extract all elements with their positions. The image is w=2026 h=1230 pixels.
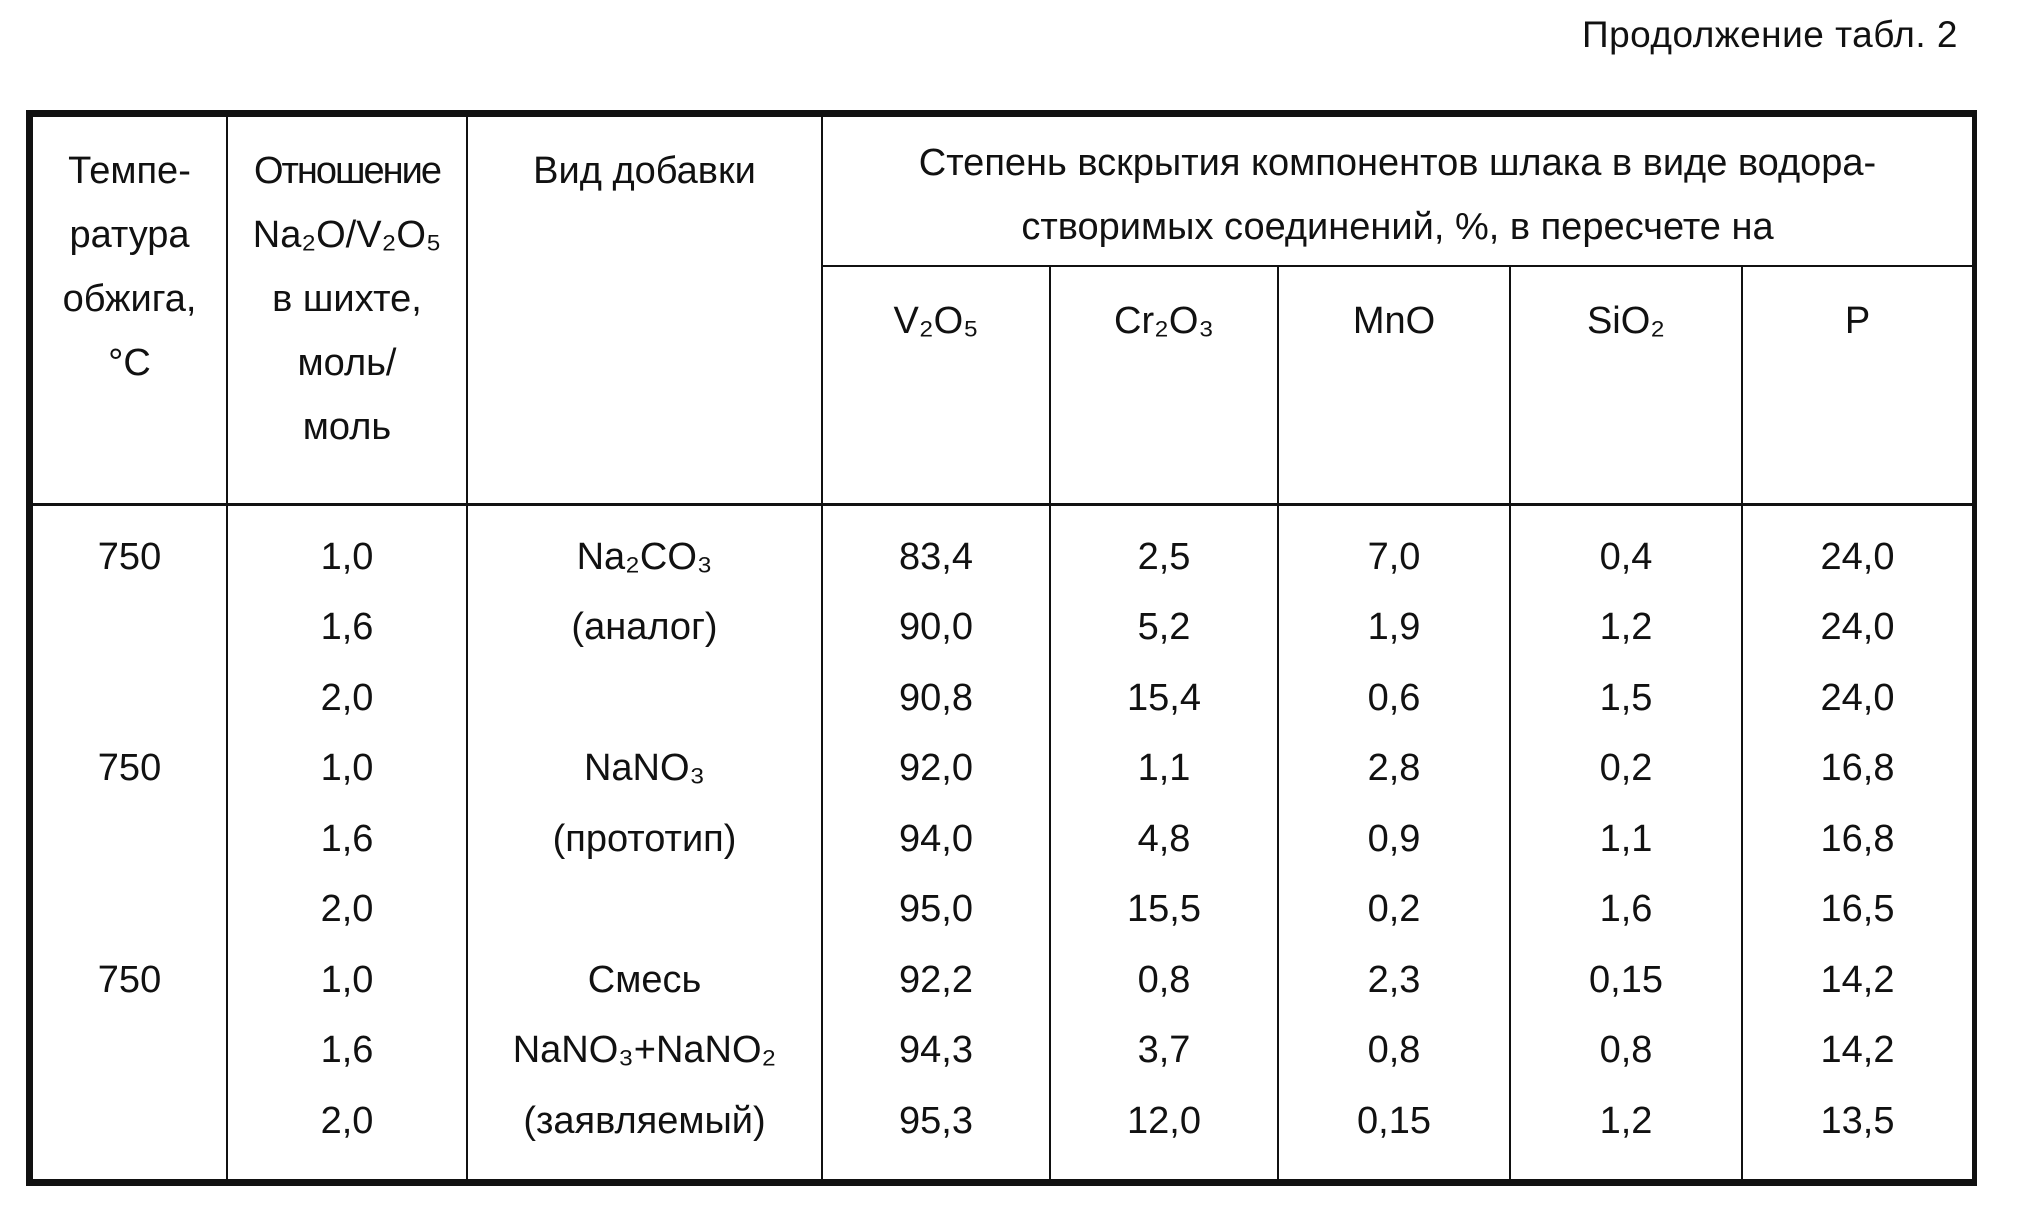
header-mno: MnO <box>1278 266 1510 504</box>
table-caption: Продолжение табл. 2 <box>1581 14 1958 55</box>
temperature-cell: 750 <box>97 535 162 578</box>
table-row <box>32 504 1973 1180</box>
header-cr2o3: Cr₂O₃ <box>1050 266 1278 504</box>
ratio-column: 1,0 1,6 2,0 1,0 1,6 2,0 1,0 1,6 2,0 <box>227 504 467 1180</box>
temperature-cell: 750 <box>97 747 162 789</box>
header-sio2: SiO₂ <box>1510 266 1742 504</box>
data-table-frame <box>26 110 1977 1186</box>
additive-note: (заявляемый) <box>523 1099 766 1142</box>
v2o5-column: 83,4 90,0 90,8 92,0 94,0 95,0 92,2 94,3 95,3 <box>822 504 1050 1180</box>
header-temperature: Темпе- ратура обжига, °C <box>32 116 227 504</box>
mno-column: 7,0 1,9 0,6 2,8 0,9 0,2 2,3 0,8 0,15 <box>1278 504 1510 1180</box>
additive-name: Na₂CO₃ <box>576 535 713 578</box>
additive-note: (аналог) <box>571 606 718 648</box>
additive-note: (прототип) <box>552 817 737 860</box>
data-table <box>31 115 1974 1181</box>
additive-name: Смесь <box>587 958 702 1001</box>
cr2o3-column: 2,5 5,2 15,4 1,1 4,8 15,5 0,8 3,7 12,0 <box>1050 504 1278 1180</box>
temperature-cell: 750 <box>97 958 162 1001</box>
header-degree: Степень вскрытия компонентов шлака в виде водора- створимых соединений, %, в пересчете на <box>822 116 1973 266</box>
additive-column <box>467 504 822 1180</box>
header-p: P <box>1742 266 1973 504</box>
additive-formula: NaNO₃+NaNO₂ <box>512 1029 777 1071</box>
p-column: 24,0 24,0 24,0 16,8 16,8 16,5 14,2 14,2 13,5 <box>1742 504 1973 1180</box>
header-v2o5: V₂O₅ <box>822 266 1050 504</box>
header-ratio: Отношение Na₂O/V₂O₅ в шихте, моль/ моль <box>227 116 467 504</box>
header-additive: Вид добавки <box>467 116 822 504</box>
additive-name: NaNO₃ <box>583 747 706 789</box>
sio2-column: 0,4 1,2 1,5 0,2 1,1 1,6 0,15 0,8 1,2 <box>1510 504 1742 1180</box>
temperature-column <box>32 504 227 1180</box>
